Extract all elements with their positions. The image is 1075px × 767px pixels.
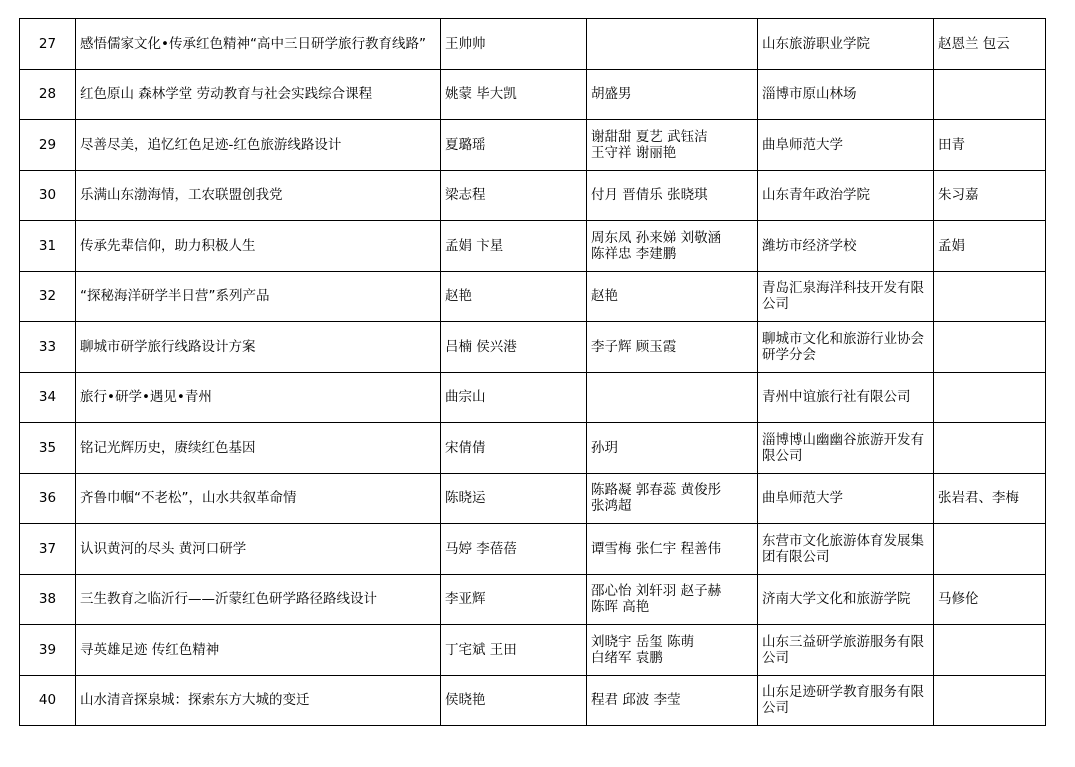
advisor-cell (934, 524, 1046, 575)
organization-cell: 淄博博山幽幽谷旅游开发有限公司 (758, 423, 934, 474)
project-title-cell: 红色原山 森林学堂 劳动教育与社会实践综合课程 (76, 69, 441, 120)
team-members-cell: 付月 晋倩乐 张晓琪 (587, 170, 758, 221)
project-title-cell: 铭记光辉历史，赓续红色基因 (76, 423, 441, 474)
table-body (20, 19, 1046, 726)
table-row (20, 120, 1046, 171)
project-title-cell: 旅行•研学•遇见•青州 (76, 372, 441, 423)
project-title-cell: 寻英雄足迹 传红色精神 (76, 625, 441, 676)
team-members-cell: 周东凤 孙来娣 刘敬涵 陈祥忠 李建鹏 (587, 221, 758, 272)
author-cell: 孟娟 卞星 (441, 221, 587, 272)
organization-cell: 曲阜师范大学 (758, 473, 934, 524)
organization-cell: 山东足迹研学教育服务有限公司 (758, 675, 934, 726)
row-number-cell: 35 (20, 423, 76, 474)
row-number-cell: 39 (20, 625, 76, 676)
row-number-cell: 32 (20, 271, 76, 322)
team-members-cell: 谭雪梅 张仁宇 程善伟 (587, 524, 758, 575)
table-row (20, 574, 1046, 625)
author-cell: 马婷 李蓓蓓 (441, 524, 587, 575)
organization-cell: 济南大学文化和旅游学院 (758, 574, 934, 625)
table-row (20, 675, 1046, 726)
table-row (20, 69, 1046, 120)
author-cell: 梁志程 (441, 170, 587, 221)
team-members-cell (587, 372, 758, 423)
team-members-cell: 李子辉 顾玉霞 (587, 322, 758, 373)
team-members-cell: 孙玥 (587, 423, 758, 474)
project-title-cell: 感悟儒家文化•传承红色精神“高中三日研学旅行教育线路” (76, 19, 441, 70)
advisor-cell: 田青 (934, 120, 1046, 171)
project-title-cell: 齐鲁巾帼“不老松”，山水共叙革命情 (76, 473, 441, 524)
award-list-table (19, 18, 1046, 726)
advisor-cell: 孟娟 (934, 221, 1046, 272)
organization-cell: 青岛汇泉海洋科技开发有限公司 (758, 271, 934, 322)
organization-cell: 淄博市原山林场 (758, 69, 934, 120)
row-number-cell: 29 (20, 120, 76, 171)
advisor-cell (934, 675, 1046, 726)
organization-cell: 曲阜师范大学 (758, 120, 934, 171)
advisor-cell: 赵恩兰 包云 (934, 19, 1046, 70)
team-members-cell: 程君 邱波 李莹 (587, 675, 758, 726)
row-number-cell: 27 (20, 19, 76, 70)
advisor-cell (934, 69, 1046, 120)
table-row (20, 271, 1046, 322)
row-number-cell: 31 (20, 221, 76, 272)
table-row (20, 625, 1046, 676)
advisor-cell: 马修伦 (934, 574, 1046, 625)
author-cell: 曲宗山 (441, 372, 587, 423)
table-row (20, 372, 1046, 423)
author-cell: 丁宅斌 王田 (441, 625, 587, 676)
table-row (20, 524, 1046, 575)
organization-cell: 聊城市文化和旅游行业协会研学分会 (758, 322, 934, 373)
row-number-cell: 36 (20, 473, 76, 524)
author-cell: 侯晓艳 (441, 675, 587, 726)
author-cell: 王帅帅 (441, 19, 587, 70)
team-members-cell: 赵艳 (587, 271, 758, 322)
project-title-cell: 传承先辈信仰，助力积极人生 (76, 221, 441, 272)
author-cell: 夏璐瑶 (441, 120, 587, 171)
organization-cell: 潍坊市经济学校 (758, 221, 934, 272)
author-cell: 陈晓运 (441, 473, 587, 524)
organization-cell: 山东旅游职业学院 (758, 19, 934, 70)
team-members-cell: 陈路凝 郭春蕊 黄俊彤 张鸿超 (587, 473, 758, 524)
table-row (20, 423, 1046, 474)
advisor-cell (934, 322, 1046, 373)
project-title-cell: 聊城市研学旅行线路设计方案 (76, 322, 441, 373)
author-cell: 李亚辉 (441, 574, 587, 625)
advisor-cell (934, 372, 1046, 423)
row-number-cell: 30 (20, 170, 76, 221)
team-members-cell: 刘晓宇 岳玺 陈萌 白绪军 袁鹏 (587, 625, 758, 676)
organization-cell: 东营市文化旅游体育发展集团有限公司 (758, 524, 934, 575)
project-title-cell: “探秘海洋研学半日营”系列产品 (76, 271, 441, 322)
table-row (20, 19, 1046, 70)
author-cell: 姚蒙 毕大凯 (441, 69, 587, 120)
row-number-cell: 33 (20, 322, 76, 373)
advisor-cell: 朱习嘉 (934, 170, 1046, 221)
advisor-cell (934, 271, 1046, 322)
advisor-cell: 张岩君、李梅 (934, 473, 1046, 524)
table-row (20, 170, 1046, 221)
team-members-cell (587, 19, 758, 70)
organization-cell: 青州中谊旅行社有限公司 (758, 372, 934, 423)
author-cell: 吕楠 侯兴港 (441, 322, 587, 373)
team-members-cell: 胡盛男 (587, 69, 758, 120)
row-number-cell: 28 (20, 69, 76, 120)
organization-cell: 山东三益研学旅游服务有限公司 (758, 625, 934, 676)
project-title-cell: 乐满山东渤海情，工农联盟创我党 (76, 170, 441, 221)
row-number-cell: 37 (20, 524, 76, 575)
project-title-cell: 三生教育之临沂行——沂蒙红色研学路径路线设计 (76, 574, 441, 625)
organization-cell: 山东青年政治学院 (758, 170, 934, 221)
author-cell: 赵艳 (441, 271, 587, 322)
advisor-cell (934, 625, 1046, 676)
author-cell: 宋倩倩 (441, 423, 587, 474)
row-number-cell: 34 (20, 372, 76, 423)
table-row (20, 473, 1046, 524)
team-members-cell: 谢甜甜 夏艺 武钰洁 王守祥 谢丽艳 (587, 120, 758, 171)
table-row (20, 322, 1046, 373)
table-row (20, 221, 1046, 272)
row-number-cell: 38 (20, 574, 76, 625)
row-number-cell: 40 (20, 675, 76, 726)
project-title-cell: 尽善尽美，追忆红色足迹-红色旅游线路设计 (76, 120, 441, 171)
team-members-cell: 邵心怡 刘轩羽 赵子赫 陈晖 高艳 (587, 574, 758, 625)
project-title-cell: 山水清音探泉城：探索东方大城的变迁 (76, 675, 441, 726)
project-title-cell: 认识黄河的尽头 黄河口研学 (76, 524, 441, 575)
advisor-cell (934, 423, 1046, 474)
